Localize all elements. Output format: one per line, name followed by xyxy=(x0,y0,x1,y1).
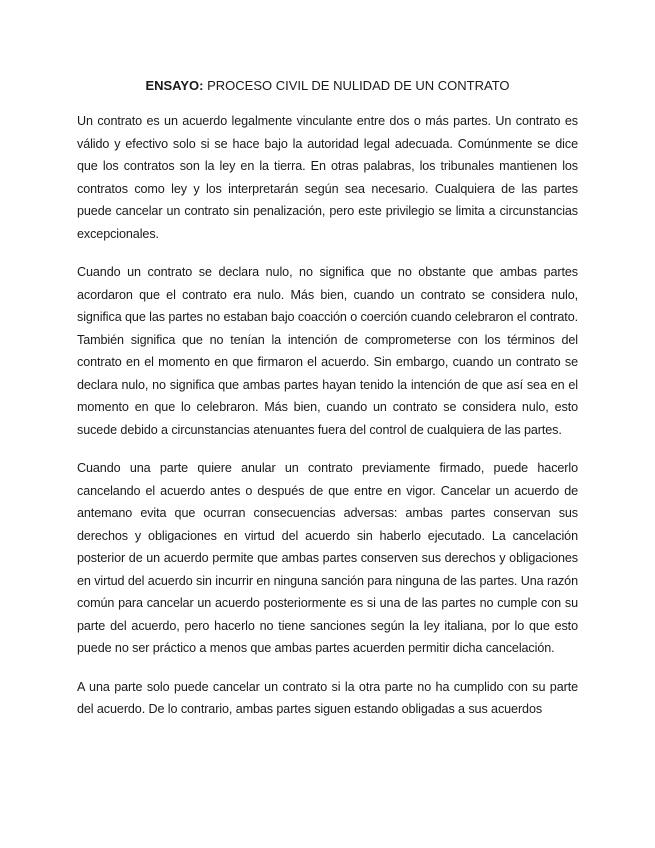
title-text: PROCESO CIVIL DE NULIDAD DE UN CONTRATO xyxy=(207,78,510,93)
paragraph-2: Cuando un contrato se declara nulo, no significa que no obstante que ambas partes acordaron que el contrato era nulo. Más bien, cuando un contrato se considera nulo, significa que las partes no estaban bajo coacción o coerción cuando celebraron el contrato. También significa que no tenían la intención de comprometerse con los términos del contrato en el momento en que firmaron el acuerdo. Sin embargo, cuando un contrato se declara nulo, no significa que ambas partes hayan tenido la intención de que así sea en el momento en que lo celebraron. Más bien, cuando un contrato se considera nulo, esto sucede debido a circunstancias atenuantes fuera del control de cualquiera de las partes. xyxy=(77,265,578,437)
paragraph-3: Cuando una parte quiere anular un contrato previamente firmado, puede hacerlo cancelando el acuerdo antes o después de que entre en vigor. Cancelar un acuerdo de antemano evita que ocurran consecuencias adversas: ambas partes conservan sus derechos y obligaciones en virtud del acuerdo sin haberlo ejecutado. La cancelación posterior de un acuerdo permite que ambas partes conserven sus derechos y obligaciones en virtud del acuerdo sin incurrir en ninguna sanción para ninguna de las partes. Una razón común para cancelar un acuerdo posteriormente es si una de las partes no cumple con su parte del acuerdo, pero hacerlo no tiene sanciones según la ley italiana, por lo que esto puede no ser práctico a menos que ambas partes acuerden permitir dicha cancelación. xyxy=(77,461,578,655)
title-label: ENSAYO: xyxy=(145,78,204,93)
document-title xyxy=(77,68,578,104)
paragraph-1: Un contrato es un acuerdo legalmente vinculante entre dos o más partes. Un contrato es válido y efectivo solo si se hace bajo la autoridad legal adecuada. Comúnmente se dice que los contratos son la ley en la tierra. En otras palabras, los tribunales mantienen los contratos como ley y los interpretarán según sea necesario. Cualquiera de las partes puede cancelar un contrato sin penalización, pero este privilegio se limita a circunstancias excepcionales. xyxy=(77,114,578,241)
paragraph-4: A una parte solo puede cancelar un contrato si la otra parte no ha cumplido con su parte del acuerdo. De lo contrario, ambas partes siguen estando obligadas a sus acuerdos xyxy=(77,679,578,716)
document-page xyxy=(77,68,578,737)
